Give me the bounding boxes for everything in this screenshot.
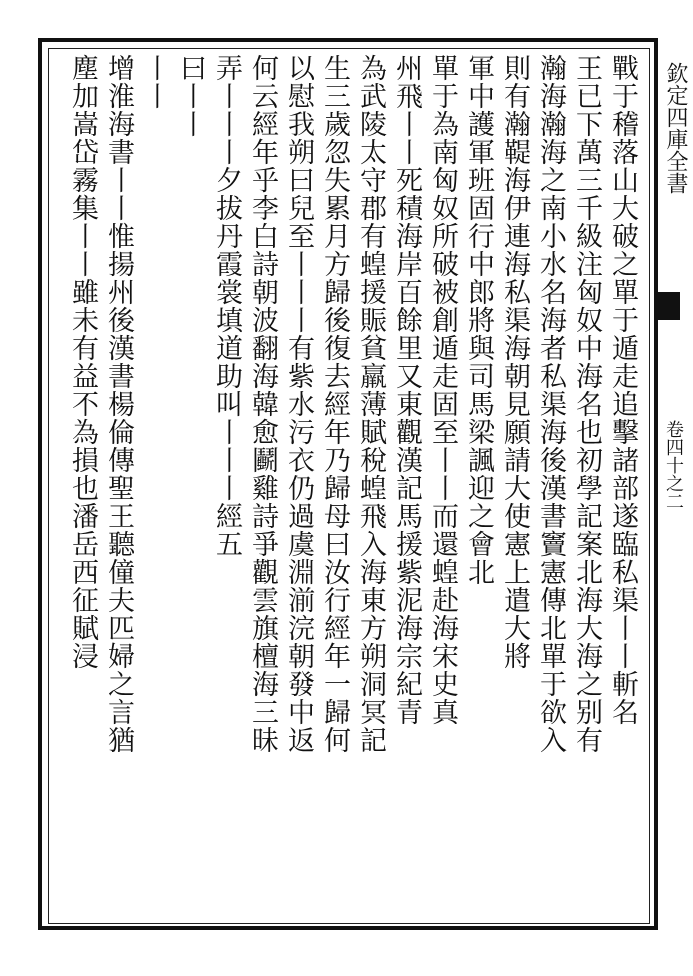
text-column-13: 曰丨丨 [175, 54, 206, 138]
text-column-9: 生三歲忽失累月方歸後復去經年乃歸母曰汝行經年一歸何 [319, 54, 350, 754]
text-column-15: 增淮海書丨丨惟揚州後漢書楊倫傳聖王聽僮夫匹婦之言猶 [103, 54, 134, 754]
text-column-1: 戰于稽落山大破之單于遁走追擊諸部遂臨私渠丨丨斬名 [607, 54, 638, 726]
text-column-7: 州飛丨丨死積海岸百餘里又東觀漢記馬援紫泥海宗紀青 [391, 54, 422, 726]
text-column-2: 王已下萬三千級注匈奴中海名也初學記案北海大海之别有 [571, 54, 602, 754]
text-column-11: 何云經年乎李白詩朝波翻海韓愈鬬雞詩爭觀雲旗檀海三昧 [247, 54, 278, 754]
text-column-6: 單于為南匈奴所破被創遁走固至丨丨而還蝗赴海宋史真 [427, 54, 458, 726]
book-title: 欽定四庫全書 [663, 62, 688, 194]
text-column-3: 瀚海瀚海之南小水名海者私渠海後漢書竇憲傳北單于欲入 [535, 54, 566, 754]
text-column-12: 弄丨丨丨夕拔丹霞裳填道助叫丨丨丨經五 [211, 54, 242, 558]
text-column-4: 則有瀚鞮海伊連海私渠海朝見願請大使憲上遣大將 [499, 54, 530, 670]
text-column-16: 塵加嵩岱霧集丨丨雖未有益不為損也潘岳西征賦浸 [67, 54, 98, 670]
text-column-14: 丨丨 [139, 54, 170, 110]
text-column-10: 以慰我朔曰兒至丨丨丨有紫水污衣仍過虞淵湔浣朝發中返 [283, 54, 314, 754]
volume-label: 卷四十之二 [663, 420, 684, 510]
page-tab-marker [658, 292, 680, 320]
text-column-5: 軍中護軍班固行中郎將與司馬梁諷迎之會北 [463, 54, 494, 586]
text-column-8: 為武陵太守郡有蝗援賑貧羸薄賦稅蝗飛入海東方朔洞冥記 [355, 54, 386, 754]
